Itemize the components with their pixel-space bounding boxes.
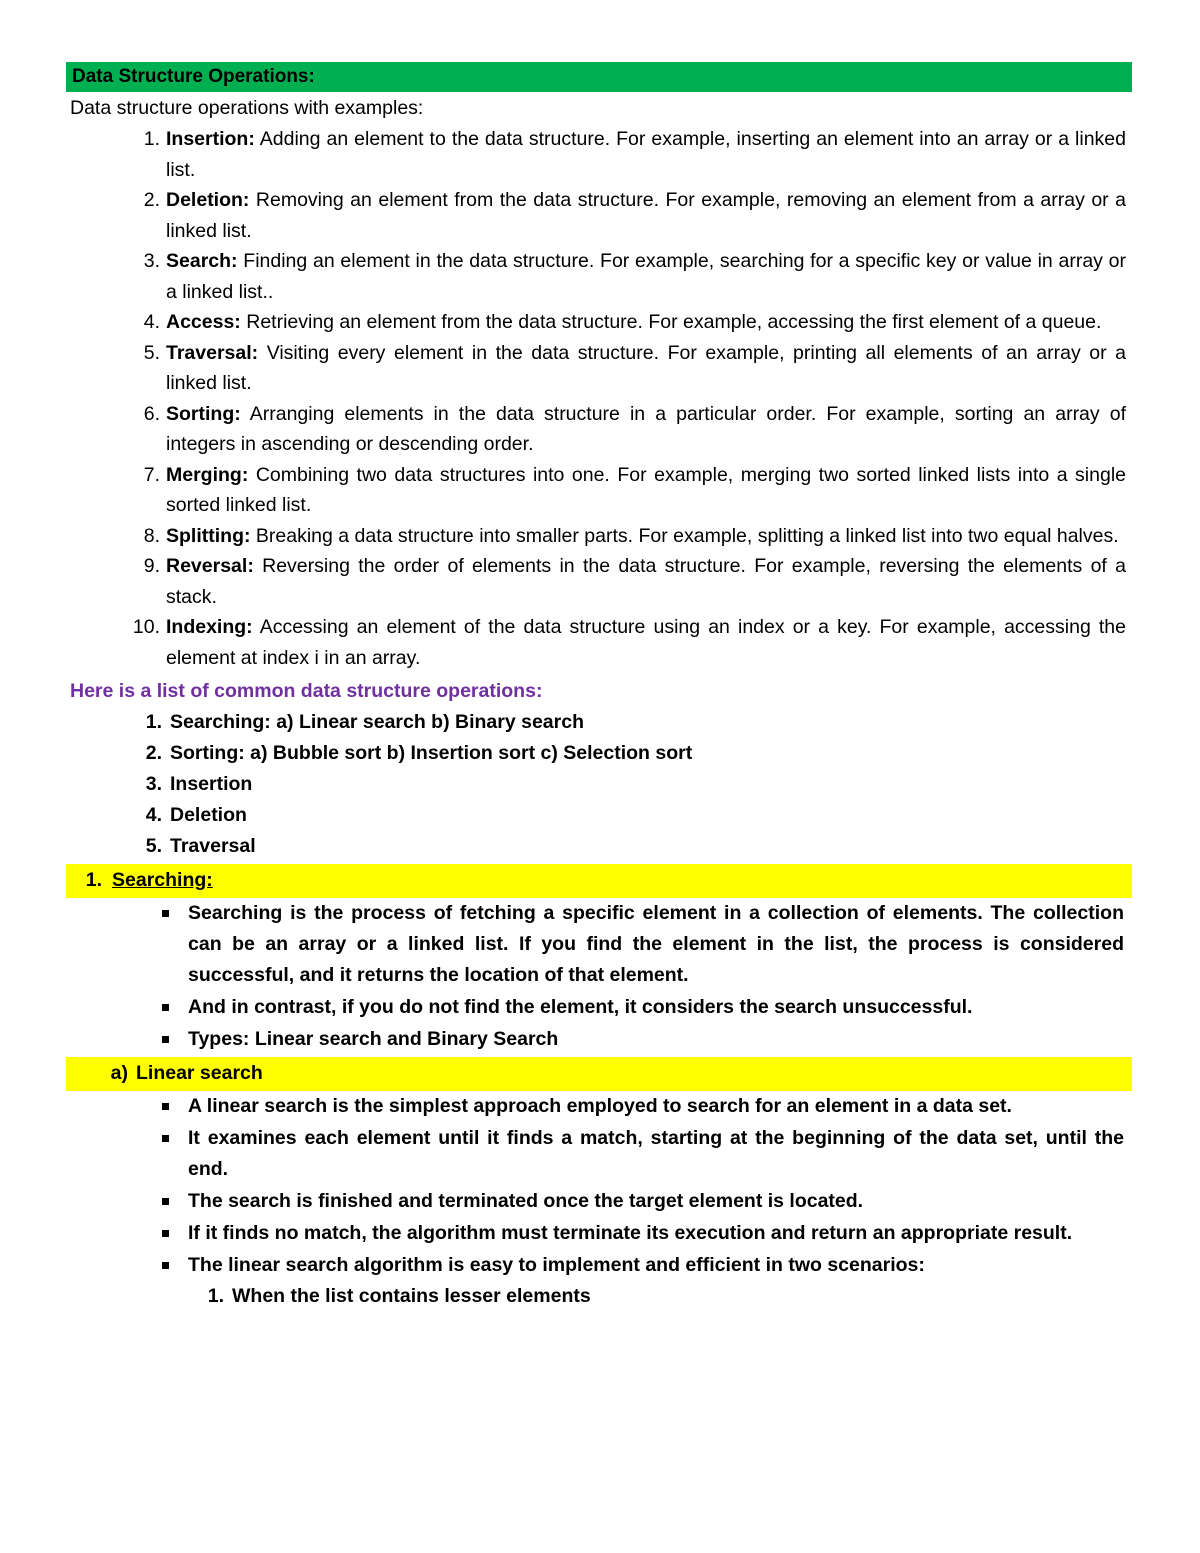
operation-text: Reversing the order of elements in the data structure. For example, reversing the elements of a stack. — [166, 555, 1126, 608]
list-item: Searching: a) Linear search b) Binary search — [170, 711, 584, 733]
list-item — [166, 399, 1138, 460]
searching-section-label: Searching: — [112, 869, 213, 891]
operation-term: Insertion: — [166, 128, 255, 150]
common-operations-list — [66, 707, 1138, 862]
operation-term: Search: — [166, 250, 238, 272]
operation-term: Traversal: — [166, 341, 259, 364]
operation-term: Deletion: — [166, 189, 250, 211]
common-operations-heading: Here is a list of common data structure operations: — [70, 680, 543, 702]
linear-search-bullet-list — [66, 1091, 1138, 1312]
operation-text: Removing an element from the data structure. For example, removing an element from a array or a linked list. — [166, 189, 1126, 242]
list-item: It examines each element until it finds a match, starting at the beginning of the data set, until the end. — [188, 1123, 1124, 1185]
list-item: Deletion — [170, 804, 247, 826]
linear-search-section-number: a) — [110, 1062, 128, 1084]
operation-text: Accessing an element of the data structure using an index or a key. For example, accessing the element at index i in an array. — [166, 616, 1126, 669]
operation-term: Splitting: — [166, 524, 251, 547]
list-item — [166, 338, 1138, 399]
list-item: A linear search is the simplest approach employed to search for an element in a data set. — [188, 1091, 1124, 1122]
list-item-text: The linear search algorithm is easy to implement and efficient in two scenarios: — [188, 1254, 925, 1276]
list-item — [166, 124, 1138, 185]
list-item — [166, 460, 1138, 521]
searching-bullet-list — [66, 898, 1138, 1055]
list-item — [166, 521, 1138, 552]
linear-search-scenarios — [188, 1281, 1124, 1312]
list-item — [166, 185, 1138, 246]
list-item — [188, 1250, 1124, 1312]
operation-text: Finding an element in the data structure. For example, searching for a specific key or value in array or a linked list.. — [166, 250, 1126, 303]
list-item: Traversal — [170, 835, 256, 857]
operation-term: Merging: — [166, 463, 249, 486]
operation-term: Reversal: — [166, 555, 254, 577]
operation-term: Sorting: — [166, 402, 241, 425]
linear-search-section-heading — [66, 1057, 1132, 1091]
list-item — [166, 551, 1138, 612]
list-item: Types: Linear search and Binary Search — [188, 1024, 1124, 1055]
intro-line: Data structure operations with examples: — [70, 97, 424, 119]
list-item: If it finds no match, the algorithm must terminate its execution and return an appropriate result. — [188, 1218, 1124, 1249]
list-item: And in contrast, if you do not find the element, it considers the search unsuccessful. — [188, 992, 1124, 1023]
searching-section-heading — [66, 864, 1132, 898]
list-item — [166, 246, 1138, 307]
list-item — [166, 612, 1138, 673]
operation-term: Indexing: — [166, 616, 253, 638]
operation-text: Adding an element to the data structure. For example, inserting an element into an array or a linked list. — [166, 128, 1126, 181]
operation-text: Visiting every element in the data structure. For example, printing all elements of an array or a linked list. — [166, 341, 1126, 394]
operations-list — [66, 124, 1138, 673]
operation-text: Combining two data structures into one. For example, merging two sorted linked lists into a single sorted linked list. — [166, 463, 1126, 516]
list-item: Searching is the process of fetching a specific element in a collection of elements. The collection can be an array or a linked list. If you find the element in the list, the process is considered successful, and it returns the location of that element. — [188, 898, 1124, 991]
searching-section-number: 1. — [85, 869, 102, 891]
operation-term: Access: — [166, 311, 241, 333]
operation-text: Arranging elements in the data structure in a particular order. For example, sorting an array of integers in ascending or descending order. — [166, 402, 1126, 455]
linear-search-section-label: Linear search — [136, 1062, 263, 1084]
operation-text: Breaking a data structure into smaller parts. For example, splitting a linked list into two equal halves. — [250, 524, 1119, 547]
list-item — [166, 307, 1138, 338]
list-item: The search is finished and terminated once the target element is located. — [188, 1186, 1124, 1217]
list-item: Sorting: a) Bubble sort b) Insertion sort c) Selection sort — [170, 742, 693, 764]
section-title-data-structure-operations: Data Structure Operations: — [66, 62, 1132, 92]
list-item: When the list contains lesser elements — [232, 1285, 591, 1307]
operation-text: Retrieving an element from the data structure. For example, accessing the first element of a queue. — [240, 311, 1102, 333]
list-item: Insertion — [170, 773, 253, 795]
